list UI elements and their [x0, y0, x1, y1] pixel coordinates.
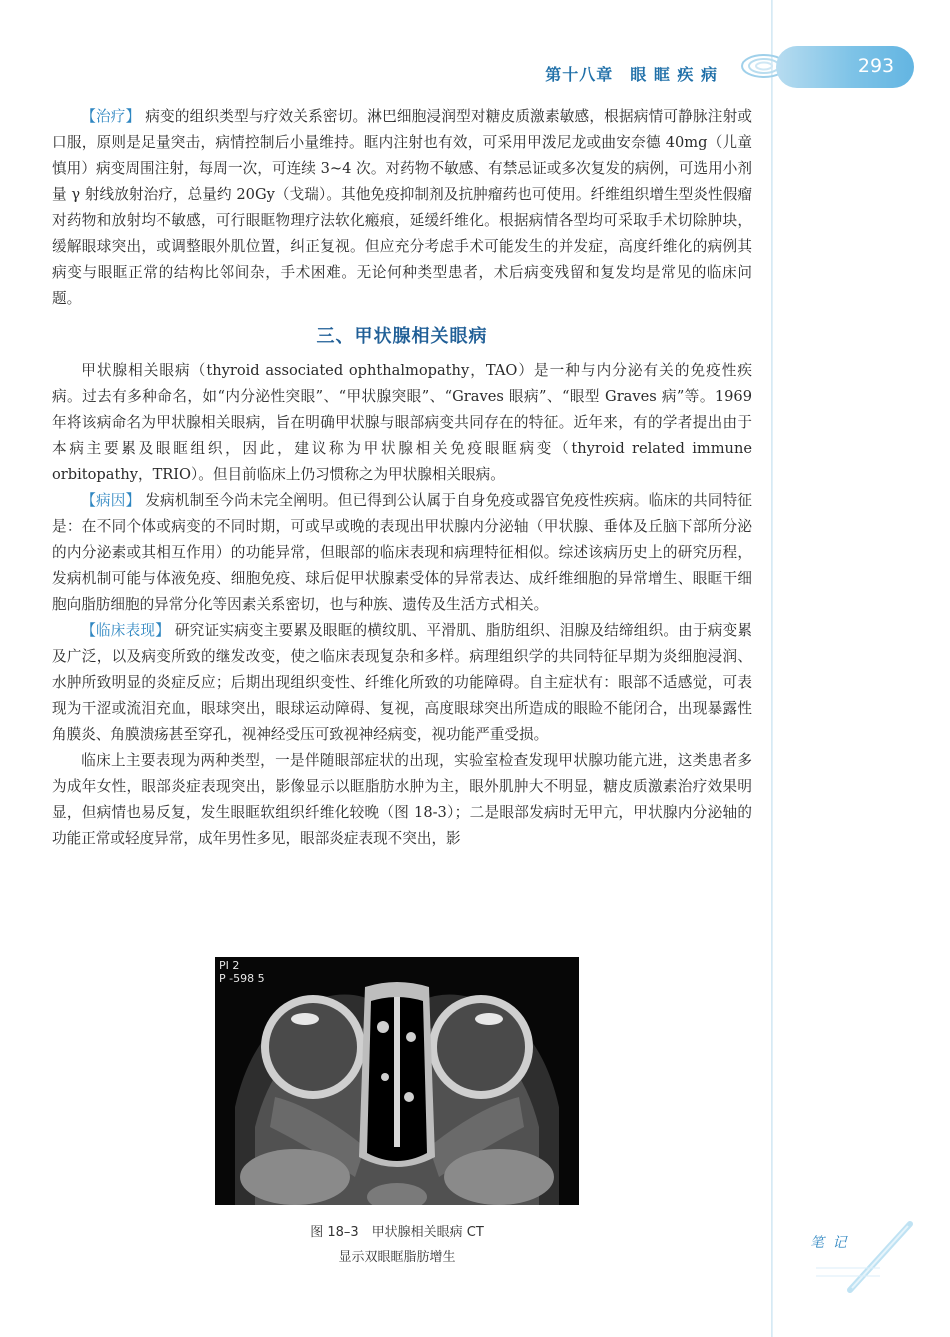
ct-overlay-line1: PI 2	[219, 959, 240, 972]
clinical-paragraph	[52, 618, 752, 748]
intro-paragraph: 甲状腺相关眼病（thyroid associated ophthalmopathy，TAO）是一种与内分泌有关的免疫性疾病。过去有多种命名，如“内分泌性突眼”、“甲状腺突眼”、“Graves 眼病”、“眼型 Graves 病”等。1969 年将该病命名为甲状腺相关眼病，旨在明确甲状腺与眼部病变共同存在的特征。近年来，有的学者提出由于本病主要累及眼眶组织，因此，建议称为甲状腺相关免疫眼眶病变（thyroid related immune orbitopathy，TRIO）。但目前临床上仍习惯称之为甲状腺相关眼病。	[52, 362, 752, 483]
etiology-tag: 【病因】	[81, 492, 141, 509]
page-number: 293	[857, 55, 895, 77]
ct-overlay-line2: P -598 5	[219, 972, 265, 985]
ct-figure	[215, 957, 579, 1205]
clinical-text: 研究证实病变主要累及眼眶的横纹肌、平滑肌、脂肪组织、泪腺及结缔组织。由于病变累及广泛，以及病变所致的继发改变，使之临床表现复杂和多样。病理组织学的共同特征早期为炎细胞浸润、水肿所致明显的炎症反应；后期出现组织变性、纤维化所致的功能障碍。自主症状有：眼部不适感觉，可表现为干涩或流泪充血，眼球突出，眼球运动障碍、复视，高度眼球突出所造成的眼睑不能闭合，出现暴露性角膜炎、角膜溃疡甚至穿孔，视神经受压可致视神经病变，视功能严重受损。	[52, 622, 752, 743]
notes-margin	[810, 1218, 920, 1298]
figure-caption: 图 18–3 甲状腺相关眼病 CT	[310, 1225, 484, 1240]
figure-subcaption: 显示双眼眶脂肪增生	[338, 1250, 456, 1265]
ct-scan-image	[215, 957, 579, 1205]
treatment-text: 病变的组织类型与疗效关系密切。淋巴细胞浸润型对糖皮质激素敏感，根据病情可静脉注射或口服，原则是足量突击，病情控制后小量维持。眶内注射也有效，可采用甲泼尼龙或曲安奈德 40mg（儿童慎用）病变周围注射，每周一次，可连续 3~4 次。对药物不敏感、有禁忌证或多次复发的病例，可选用小剂量 γ 射线放射治疗，总量约 20Gy（戈瑞）。其他免疫抑制剂及抗肿瘤药也可使用。纤维组织增生型炎性假瘤对药物和放射均不敏感，可行眼眶物理疗法软化瘢痕，延缓纤维化。根据病情各型均可采取手术切除肿块，缓解眼球突出，或调整眼外肌位置，纠正复视。但应充分考虑手术可能发生的并发症，高度纤维化的病例其病变与眼眶正常的结构比邻间杂，手术困难。无论何种类型患者，术后病变残留和复发均是常见的临床问题。	[52, 108, 752, 307]
etiology-paragraph	[52, 488, 752, 618]
section-title: 三、甲状腺相关眼病	[316, 326, 488, 347]
main-text	[52, 104, 752, 852]
treatment-tag: 【治疗】	[81, 108, 141, 125]
margin-rule	[771, 0, 773, 1337]
clinical-tag: 【临床表现】	[81, 622, 171, 639]
chapter-running-head: 第十八章 眼 眶 疾 病	[545, 65, 718, 84]
etiology-text: 发病机制至今尚未完全阐明。但已得到公认属于自身免疫或器官免疫性疾病。临床的共同特征是：在不同个体或病变的不同时期，可或早或晚的表现出甲状腺内分泌轴（甲状腺、垂体及丘脑下部所分泌的内分泌素或其相互作用）的功能异常，但眼部的临床表现和病理特征相似。综述该病历史上的研究历程，发病机制可能与体液免疫、细胞免疫、球后促甲状腺素受体的异常表达、成纤维细胞的异常增生、眼眶干细胞向脂肪细胞的异常分化等因素关系密切，也与种族、遗传及生活方式相关。	[52, 492, 752, 613]
treatment-paragraph	[52, 104, 752, 312]
notes-label: 笔 记	[810, 1235, 849, 1251]
clinical-types-paragraph: 临床上主要表现为两种类型，一是伴随眼部症状的出现，实验室检查发现甲状腺功能亢进，这类患者多为成年女性，眼部炎症表现突出，影像显示以眶脂肪水肿为主，眼外肌肿大不明显，糖皮质激素治疗效果明显，但病情也易反复，发生眼眶软组织纤维化较晚（图 18-3）；二是眼部发病时无甲亢，甲状腺内分泌轴的功能正常或轻度异常，成年男性多见，眼部炎症表现不突出，影	[52, 752, 752, 847]
pencil-icon	[810, 1218, 920, 1298]
